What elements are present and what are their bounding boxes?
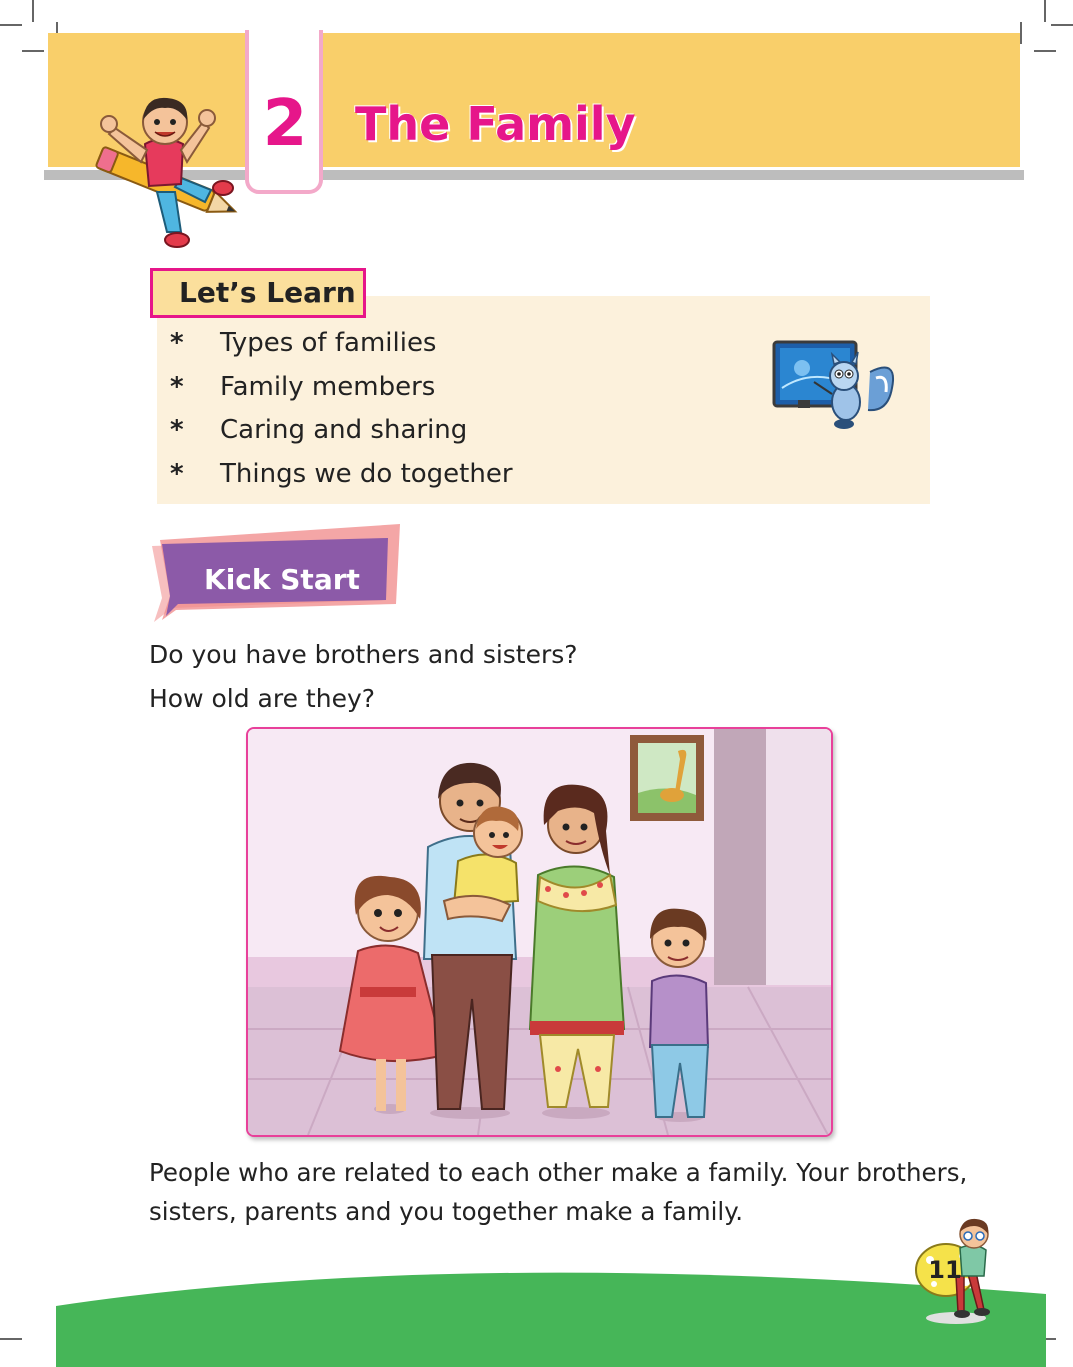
list-item: [170, 369, 730, 413]
page-number: 11: [928, 1256, 962, 1284]
lets-learn-label: Let’s Learn: [150, 268, 366, 318]
kick-start-label: Kick Start: [204, 563, 360, 596]
squirrel-teacher-illustration: [772, 338, 898, 434]
list-item-text: Types of families: [220, 328, 437, 358]
family-illustration-frame: [246, 727, 833, 1137]
chapter-number: 2: [262, 87, 308, 161]
crop-mark: [1044, 0, 1046, 22]
crop-mark: [0, 24, 22, 26]
question-text: How old are they?: [149, 684, 376, 713]
boy-on-pencil-mascot: [85, 92, 250, 254]
chapter-title: The Family: [355, 97, 636, 151]
list-item-text: Things we do together: [220, 458, 513, 489]
body-text: sisters, parents and you together make a family.: [149, 1197, 744, 1226]
list-item: [170, 325, 730, 369]
family-illustration: [248, 729, 831, 1135]
crop-mark: [1034, 50, 1056, 52]
bullet-star: *: [170, 371, 184, 402]
list-item-text: Family members: [220, 371, 436, 402]
footer-green-hill: [56, 1256, 1046, 1367]
list-item: [170, 412, 730, 456]
list-item-text: Caring and sharing: [220, 415, 468, 445]
lets-learn-list: [170, 325, 730, 499]
list-item: [170, 456, 730, 500]
body-text: People who are related to each other make a family. Your brothers,: [149, 1158, 968, 1187]
crop-mark: [1051, 24, 1073, 26]
bullet-star: *: [170, 415, 184, 445]
crop-mark: [32, 0, 34, 22]
bullet-star: *: [170, 328, 184, 358]
crop-mark: [0, 1338, 22, 1340]
crop-mark: [1020, 22, 1022, 44]
crop-mark: [22, 50, 44, 52]
question-text: Do you have brothers and sisters?: [149, 640, 578, 669]
bullet-star: *: [170, 458, 184, 489]
